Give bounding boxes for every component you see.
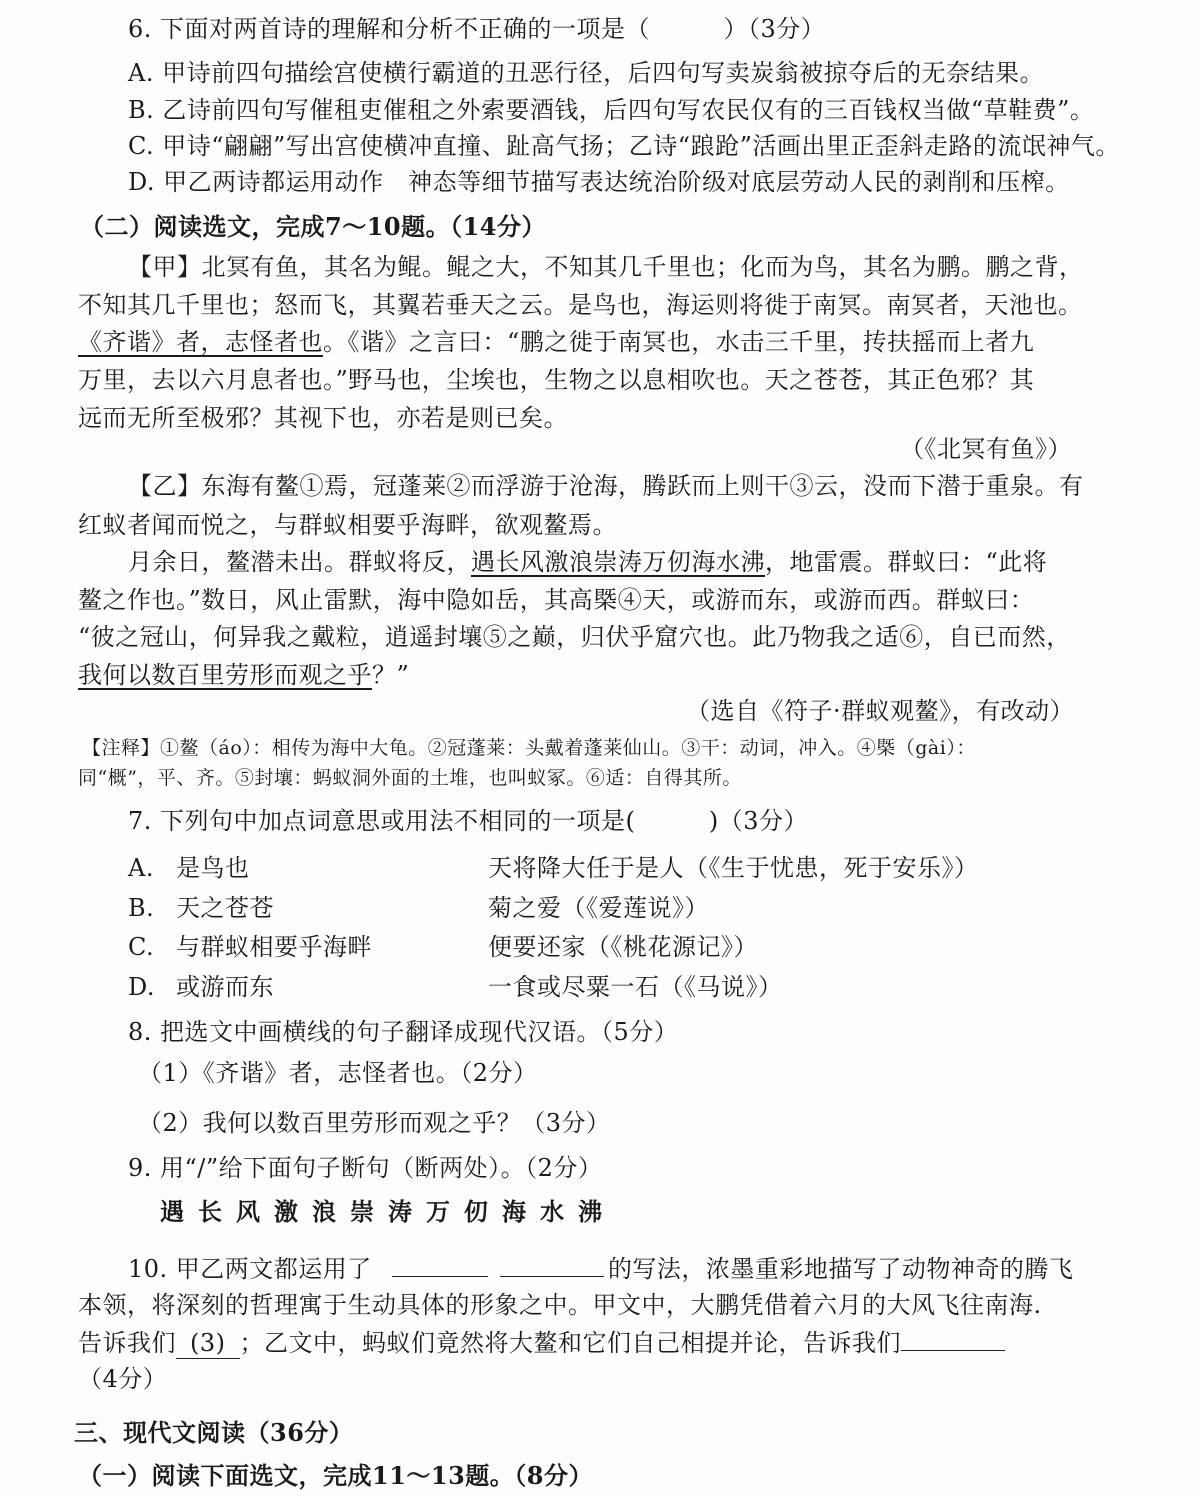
q8-sub-1: （1）《齐谐》者，志怪者也。（2分） bbox=[138, 1059, 538, 1087]
yi-line-3-post: ，地雷震。群蚁曰：“此将 bbox=[765, 548, 1048, 576]
jia-line-5: 远而无所至极邪？其视下也，亦若是则已矣。 bbox=[78, 404, 568, 432]
q7-row-b-left: 天之苍苍 bbox=[176, 894, 274, 922]
q10-line-3-post: ；乙文中，蚂蚁们竟然将大鳌和它们自己相提并论，告诉我们 bbox=[239, 1329, 901, 1357]
q10-line-2: 本领，将深刻的哲理寓于生动具体的形象之中。甲文中，大鹏凭借着六月的大风飞往南海. bbox=[78, 1291, 1042, 1319]
yi-line-6-post: ？” bbox=[372, 661, 410, 689]
yi-line-5: “彼之冠山，何异我之戴粒，逍遥封壤⑤之巅，归伏乎窟穴也。此乃物我之适⑥，自已而然， bbox=[78, 623, 1071, 651]
q10-answer-blank-4[interactable] bbox=[901, 1326, 1005, 1351]
q6-option-b: B. 乙诗前四句写催租吏催租之外索要酒钱，后四句写农民仅有的三百钱权当做“草鞋费”。 bbox=[128, 96, 1095, 124]
yi-underlined-sentence: 我何以数百里劳形而观之乎 bbox=[78, 661, 372, 689]
q7-row-d-right: 一食或尽粟一石（《马说》） bbox=[488, 973, 783, 1001]
q10-line-1 bbox=[128, 1252, 1073, 1284]
q10-line-3-pre: 告诉我们 bbox=[78, 1329, 176, 1357]
yi-line-4: 鳌之作也。”数日，风止雷默，海中隐如岳，其高槩④天，或游而东，或游而西。群蚁曰： bbox=[78, 586, 1035, 614]
q10-line-3 bbox=[78, 1326, 1005, 1359]
jia-underlined-sentence: 《齐谐》者，志怪者也 bbox=[78, 328, 323, 356]
q7-row-a-right: 天将降大任于是人（《生于忧患，死于安乐》） bbox=[488, 854, 979, 882]
q10-answer-blank-1[interactable] bbox=[392, 1252, 488, 1277]
q7-row-c-label: C. bbox=[128, 933, 155, 961]
jia-line-4: 万里，去以六月息者也。”野马也，尘埃也，生物之以息相吹也。天之苍苍，其正色邪？其 bbox=[78, 366, 1035, 394]
q8-stem: 8. 把选文中画横线的句子翻译成现代汉语。（5分） bbox=[128, 1018, 679, 1046]
q6-stem: 6. 下面对两首诗的理解和分析不正确的一项是（ ）（3分） bbox=[128, 15, 826, 43]
q7-row-b-label: B. bbox=[128, 894, 155, 922]
jia-line-1: 【甲】北冥有鱼，其名为鲲。鲲之大，不知其几千里也；化而为鸟，其名为鹏。鹏之背， bbox=[128, 253, 1084, 281]
q10-score: （4分） bbox=[78, 1365, 168, 1393]
q6-option-c: C. 甲诗“翩翩”写出宫使横冲直撞、趾高气扬；乙诗“踉跄”活画出里正歪斜走路的流氓神气。 bbox=[128, 132, 1120, 160]
q9-sentence: 遇长风激浪崇涛万仞海水沸 bbox=[160, 1197, 616, 1226]
yi-line-3 bbox=[128, 547, 1047, 577]
q10-answer-blank-2[interactable] bbox=[500, 1252, 604, 1277]
q7-row-b-right: 菊之爱（《爱莲说》） bbox=[488, 894, 709, 922]
jia-line-2: 不知其几千里也；怒而飞，其翼若垂天之云。是鸟也，海运则将徙于南冥。南冥者，天池也。 bbox=[78, 291, 1083, 319]
q6-option-a: A. 甲诗前四句描绘宫使横行霸道的丑恶行径，后四句写卖炭翁被掠夺后的无奈结果。 bbox=[128, 59, 1045, 87]
yi-source: （选自《符子·群蚁观鳌》，有改动） bbox=[686, 697, 1075, 725]
jia-source: （《北冥有鱼》） bbox=[900, 435, 1072, 463]
yi-line-1: 【乙】东海有鳌①焉，冠蓬莱②而浮游于沧海，腾跃而上则干③云，没而下潜于重泉。有 bbox=[128, 472, 1084, 500]
section3-heading: 三、现代文阅读（36分） bbox=[74, 1418, 354, 1447]
q10-line-1-pre: 10. 甲乙两文都运用了 bbox=[128, 1255, 372, 1283]
section2-heading: （二）阅读选文，完成7～10题。（14分） bbox=[80, 212, 546, 241]
q7-row-a-label: A. bbox=[128, 854, 154, 882]
q7-stem: 7. 下列句中加点词意思或用法不相同的一项是( )（3分） bbox=[128, 807, 809, 835]
section3-subheading: （一）阅读下面选文，完成11～13题。（8分） bbox=[78, 1461, 593, 1490]
q7-row-d-left: 或游而东 bbox=[176, 973, 274, 1001]
jia-line-3-rest: 。《谐》之言曰：“鹏之徙于南冥也，水击三千里，抟扶摇而上者九 bbox=[323, 328, 1035, 356]
notes-line-1: 【注释】①鳌（áo）：相传为海中大龟。②冠蓬莱：头戴着蓬莱仙山。③干：动词，冲入。④槩（gài）： bbox=[82, 737, 976, 759]
yi-line-6 bbox=[78, 660, 409, 690]
q7-row-c-right: 便要还家（《桃花源记》） bbox=[488, 933, 758, 961]
jia-line-3 bbox=[78, 327, 1034, 357]
q10-line-1-post: 的写法，浓墨重彩地描写了动物神奇的腾飞 bbox=[607, 1255, 1074, 1283]
yi-line-3-pre: 月余日，鳌潜未出。群蚁将反， bbox=[128, 548, 471, 576]
q10-answer-blank-3[interactable]: (3) bbox=[176, 1328, 240, 1359]
notes-line-2: 同“概”，平、齐。⑤封壤：蚂蚁洞外面的土堆，也叫蚁冢。⑥适：自得其所。 bbox=[78, 767, 742, 789]
q6-option-d: D. 甲乙两诗都运用动作 神态等细节描写表达统治阶级对底层劳动人民的剥削和压榨。 bbox=[128, 168, 1070, 196]
q7-row-c-left: 与群蚁相要乎海畔 bbox=[176, 933, 372, 961]
q8-sub-2: （2）我何以数百里劳形而观之乎？（3分） bbox=[138, 1109, 611, 1137]
q7-row-a-left: 是鸟也 bbox=[176, 854, 250, 882]
yi-underlined-phrase: 遇长风激浪崇涛万仞海水沸 bbox=[471, 548, 765, 576]
q7-row-d-label: D. bbox=[128, 973, 156, 1001]
q9-stem: 9. 用“/”给下面句子断句（断两处）。（2分） bbox=[128, 1154, 603, 1182]
yi-line-2: 红蚁者闻而悦之，与群蚁相要乎海畔，欲观鳌焉。 bbox=[78, 511, 617, 539]
